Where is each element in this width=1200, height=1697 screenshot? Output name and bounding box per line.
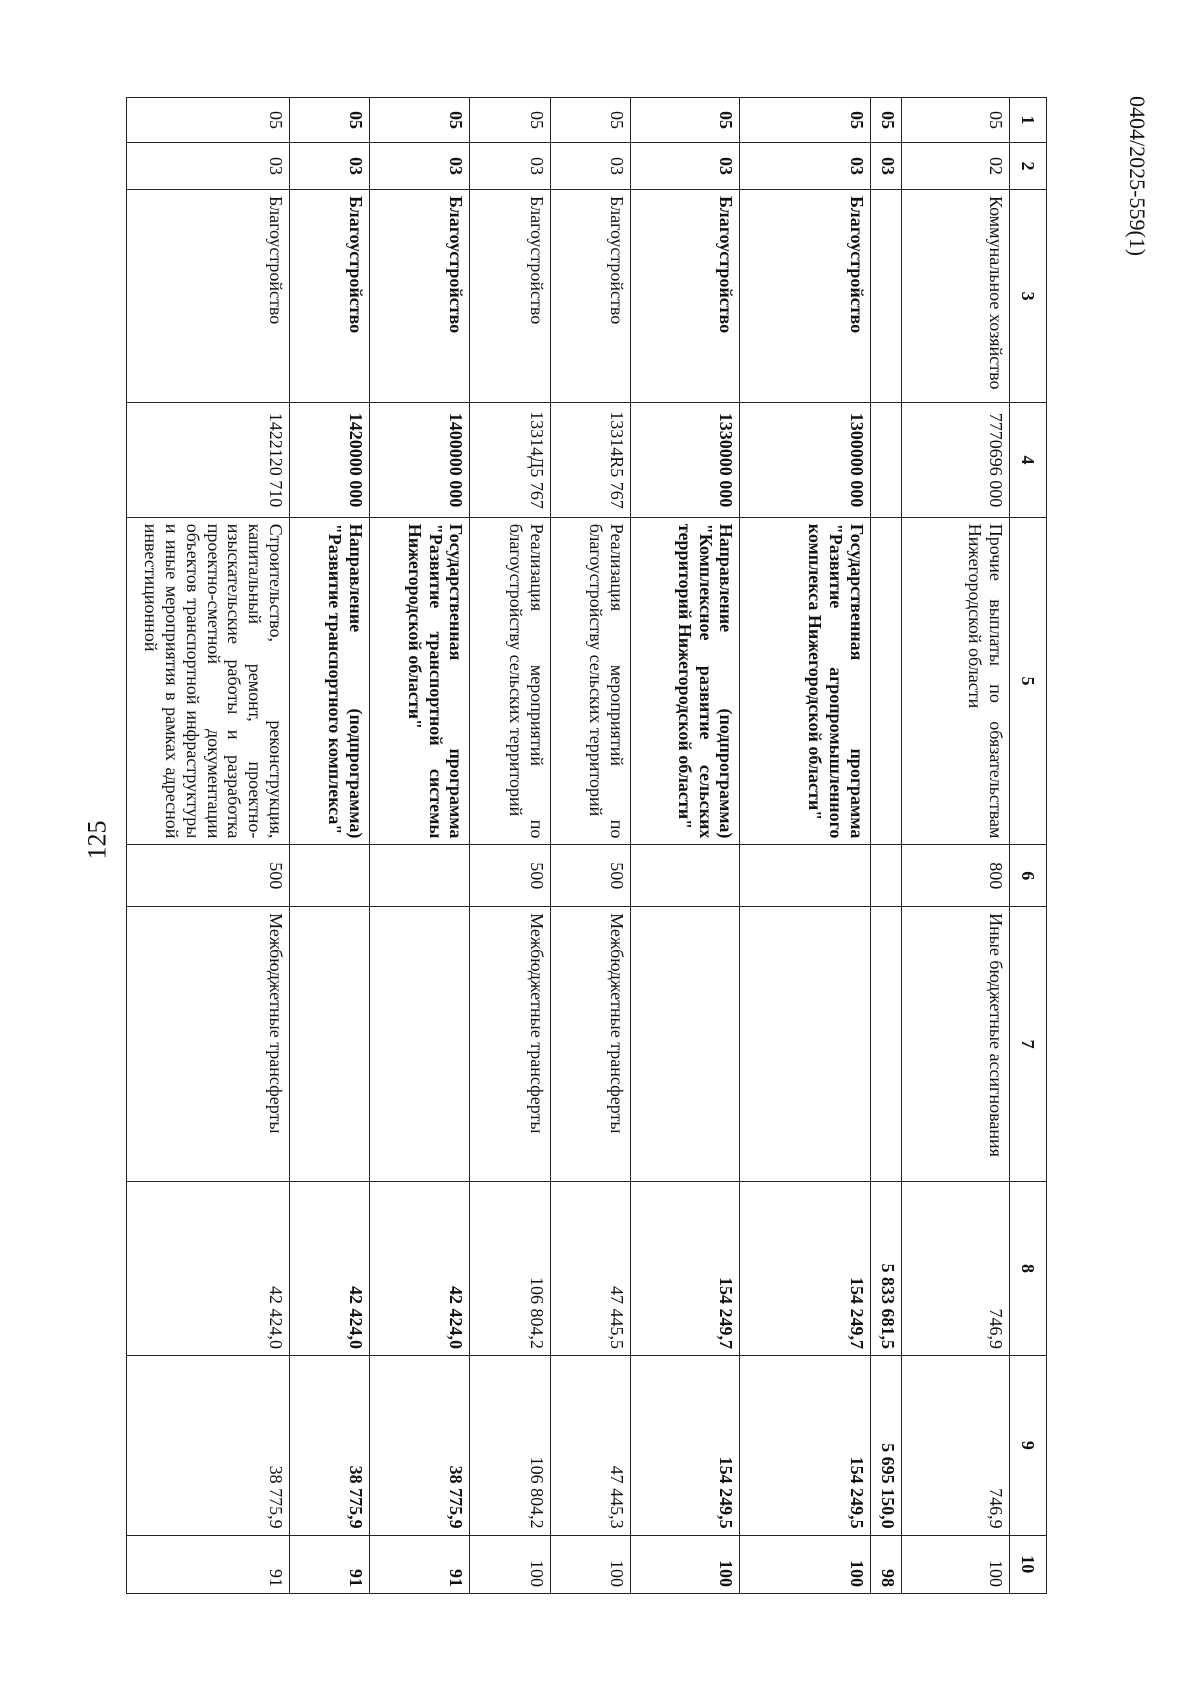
cell-section: 05: [369, 98, 470, 143]
cell-description: Строительство, реконструкция, капитальный ремонт, проектно-изыскательские работы и разработка проектно-сметной документации объектов транспортной инфраструктуры и иные мероприятия в рамках адресной инвестиционной: [127, 517, 290, 845]
cell-expense-type-code: [289, 845, 369, 907]
cell-percent: 100: [470, 1535, 550, 1593]
cell-percent: 91: [289, 1535, 369, 1593]
cell-target-article: 1422120 710: [127, 403, 290, 517]
column-header: 7: [1010, 907, 1047, 1182]
cell-expense-type-code: 500: [470, 845, 550, 907]
table-row: [901, 98, 1009, 1594]
cell-name: Благоустройство: [289, 190, 369, 403]
cell-percent: 91: [127, 1535, 290, 1593]
cell-percent: 91: [369, 1535, 470, 1593]
cell-target-article: [870, 403, 901, 517]
cell-executed: 746,9: [901, 1356, 1009, 1536]
cell-planned: 47 445,5: [550, 1182, 630, 1356]
cell-subsection: 02: [901, 142, 1009, 189]
cell-expense-type: Межбюджетные трансферты: [470, 907, 550, 1182]
cell-expense-type: Иные бюджетные ассигнования: [901, 907, 1009, 1182]
cell-description: Государственная программа "Развитие агропромышленного комплекса Нижегородской области": [740, 517, 871, 845]
cell-subsection: 03: [870, 142, 901, 189]
cell-expense-type-code: [870, 845, 901, 907]
cell-executed: 38 775,9: [369, 1356, 470, 1536]
cell-percent: 100: [550, 1535, 630, 1593]
cell-planned: 154 249,7: [740, 1182, 871, 1356]
budget-table: [126, 97, 1047, 1594]
column-header: 3: [1010, 190, 1047, 403]
table-header-row: [1010, 98, 1047, 1594]
cell-expense-type: [369, 907, 470, 1182]
cell-expense-type-code: [369, 845, 470, 907]
cell-subsection: 03: [740, 142, 871, 189]
cell-section: 05: [631, 98, 740, 143]
cell-subsection: 03: [550, 142, 630, 189]
table-row: [289, 98, 369, 1594]
cell-description: [870, 517, 901, 845]
cell-expense-type-code: 500: [127, 845, 290, 907]
cell-subsection: 03: [631, 142, 740, 189]
cell-expense-type: Межбюджетные трансферты: [127, 907, 290, 1182]
cell-executed: 38 775,9: [289, 1356, 369, 1536]
cell-target-article: 7770696 000: [901, 403, 1009, 517]
table-row: [127, 98, 290, 1594]
cell-target-article: 1400000 000: [369, 403, 470, 517]
cell-planned: 746,9: [901, 1182, 1009, 1356]
table-row: [550, 98, 630, 1594]
cell-planned: 106 804,2: [470, 1182, 550, 1356]
cell-expense-type-code: 500: [550, 845, 630, 907]
table-row: [740, 98, 871, 1594]
cell-section: 05: [470, 98, 550, 143]
cell-name: Благоустройство: [127, 190, 290, 403]
cell-name: Благоустройство: [470, 190, 550, 403]
table-row: [470, 98, 550, 1594]
cell-expense-type-code: 800: [901, 845, 1009, 907]
cell-section: 05: [550, 98, 630, 143]
cell-expense-type: [740, 907, 871, 1182]
cell-name: [870, 190, 901, 403]
cell-planned: 154 249,7: [631, 1182, 740, 1356]
cell-target-article: 1420000 000: [289, 403, 369, 517]
cell-planned: 42 424,0: [289, 1182, 369, 1356]
cell-expense-type-code: [740, 845, 871, 907]
cell-expense-type: Межбюджетные трансферты: [550, 907, 630, 1182]
cell-planned: 42 424,0: [127, 1182, 290, 1356]
cell-executed: 47 445,3: [550, 1356, 630, 1536]
cell-section: 05: [901, 98, 1009, 143]
cell-target-article: 13314Д5 767: [470, 403, 550, 517]
cell-description: Реализация мероприятий по благоустройству сельских территорий: [470, 517, 550, 845]
cell-target-article: 1330000 000: [631, 403, 740, 517]
column-header: 1: [1010, 98, 1047, 143]
document-code: 0404/2025-559(1): [1125, 96, 1150, 257]
column-header: 9: [1010, 1356, 1047, 1536]
table-row: [870, 98, 901, 1594]
cell-description: Направление (подпрограмма) "Развитие транспортного комплекса": [289, 517, 369, 845]
cell-expense-type: [631, 907, 740, 1182]
cell-section: 05: [740, 98, 871, 143]
cell-section: 05: [127, 98, 290, 143]
cell-executed: 38 775,9: [127, 1356, 290, 1536]
column-header: 2: [1010, 142, 1047, 189]
cell-subsection: 03: [289, 142, 369, 189]
cell-description: Направление (подпрограмма) "Комплексное развитие сельских территорий Нижегородской области": [631, 517, 740, 845]
cell-description: Прочие выплаты по обязательствам Нижегородской области: [901, 517, 1009, 845]
cell-executed: 154 249,5: [740, 1356, 871, 1536]
cell-executed: 106 804,2: [470, 1356, 550, 1536]
cell-name: Благоустройство: [550, 190, 630, 403]
cell-name: Благоустройство: [631, 190, 740, 403]
cell-target-article: 13314R5 767: [550, 403, 630, 517]
cell-name: Коммунальное хозяйство: [901, 190, 1009, 403]
cell-name: Благоустройство: [740, 190, 871, 403]
column-header: 10: [1010, 1535, 1047, 1593]
cell-expense-type: [870, 907, 901, 1182]
cell-section: 05: [289, 98, 369, 143]
cell-planned: 5 833 681,5: [870, 1182, 901, 1356]
table-row: [369, 98, 470, 1594]
cell-percent: 100: [901, 1535, 1009, 1593]
cell-expense-type-code: [631, 845, 740, 907]
cell-section: 05: [870, 98, 901, 143]
cell-target-article: 1300000 000: [740, 403, 871, 517]
table-row: [631, 98, 740, 1594]
budget-table-container: [126, 97, 1047, 1594]
cell-subsection: 03: [369, 142, 470, 189]
page-number: 125: [82, 820, 112, 860]
column-header: 8: [1010, 1182, 1047, 1356]
cell-name: Благоустройство: [369, 190, 470, 403]
cell-description: Государственная программа "Развитие транспортной системы Нижегородской области": [369, 517, 470, 845]
cell-executed: 154 249,5: [631, 1356, 740, 1536]
cell-expense-type: [289, 907, 369, 1182]
column-header: 6: [1010, 845, 1047, 907]
column-header: 4: [1010, 403, 1047, 517]
cell-percent: 100: [740, 1535, 871, 1593]
cell-subsection: 03: [470, 142, 550, 189]
cell-percent: 100: [631, 1535, 740, 1593]
cell-description: Реализация мероприятий по благоустройству сельских территорий: [550, 517, 630, 845]
column-header: 5: [1010, 517, 1047, 845]
cell-planned: 42 424,0: [369, 1182, 470, 1356]
cell-subsection: 03: [127, 142, 290, 189]
cell-executed: 5 695 150,0: [870, 1356, 901, 1536]
cell-percent: 98: [870, 1535, 901, 1593]
